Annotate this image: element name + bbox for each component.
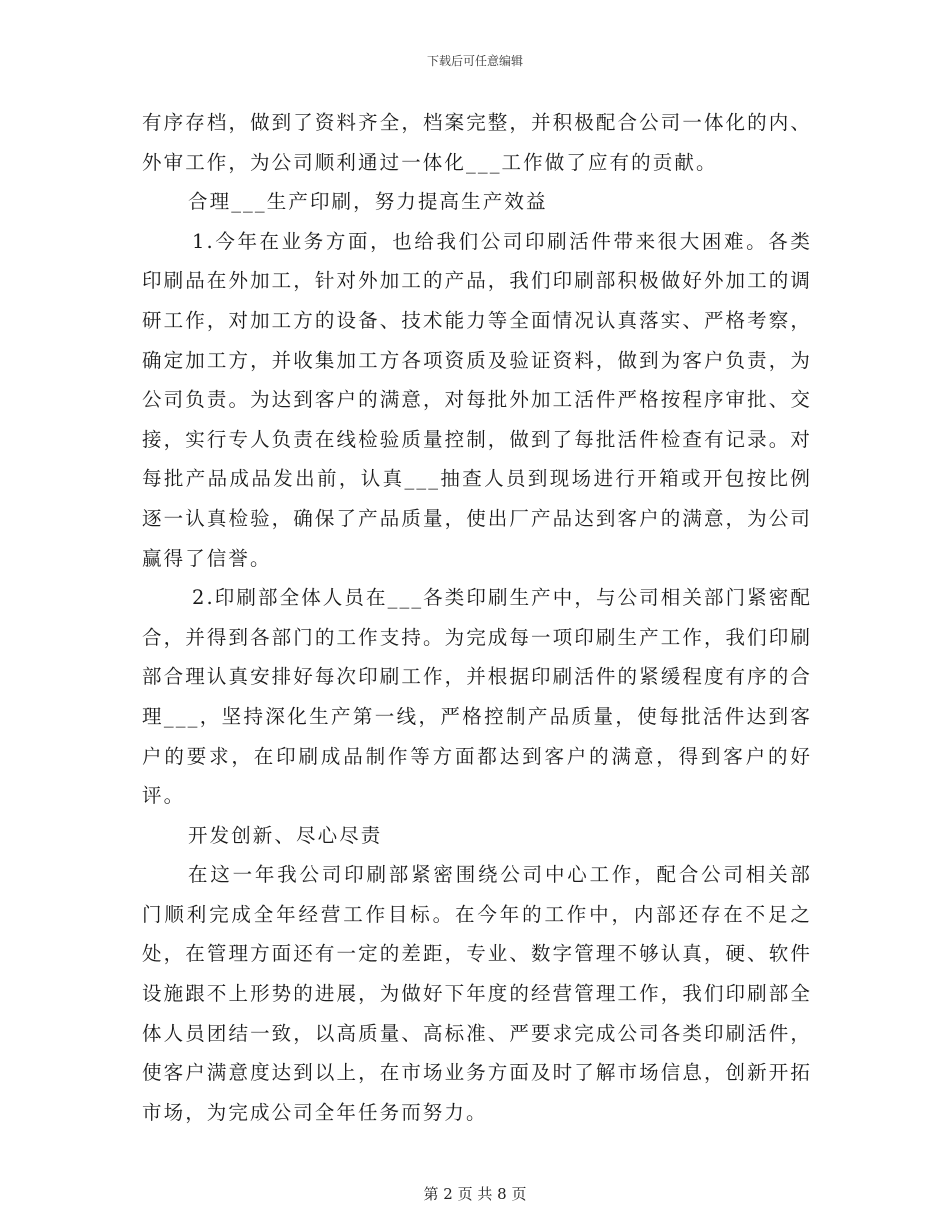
section-heading-innovation: 开发创新、尽心尽责 (188, 823, 383, 847)
paragraph-item-1: 1.今年在业务方面，也给我们公司印刷活件带来很大困难。各类印刷品在外加工，针对外加工的产品，我们印刷部积极做好外加工的调研工作，对加工方的设备、技术能力等全面情况认真落实、严格考察，确定加工方，并收集加工方各项资质及验证资料，做到为客户负责，为公司负责。为达到客户的满意，对每批外加工活件严格按程序审批、交接，实行专人负责在线检验质量控制，做到了每批活件检查有记录。对每批产品成品发出前，认真___抽查人员到现场进行开箱或开包按比例逐一认真检验，确保了产品质量，使出厂产品达到客户的满意，为公司赢得了信誉。 (142, 229, 812, 570)
paragraph-innovation: 在这一年我公司印刷部紧密围绕公司中心工作，配合公司相关部门顺利完成全年经营工作目标。在今年的工作中，内部还存在不足之处，在管理方面还有一定的差距，专业、数字管理不够认真，硬、软件设施跟不上形势的进展，为做好下年度的经营管理工作，我们印刷部全体人员团结一致，以高质量、高标准、严要求完成公司各类印刷活件，使客户满意度达到以上，在市场业务方面及时了解市场信息，创新开拓市场，为完成公司全年任务而努力。 (142, 863, 812, 1124)
paragraph-archive-continuation: 有序存档，做到了资料齐全，档案完整，并积极配合公司一体化的内、外审工作，为公司顺利通过一体化___工作做了应有的贡献。 (142, 111, 812, 174)
section-heading-production: 合理___生产印刷，努力提高生产效益 (188, 190, 548, 214)
paragraph-item-2: 2.印刷部全体人员在___各类印刷生产中，与公司相关部门紧密配合，并得到各部门的工作支持。为完成每一项印刷生产工作，我们印刷部合理认真安排好每次印刷工作，并根据印刷活件的紧缓程度有序的合理___，坚持深化生产第一线，严格控制产品质量，使每批活件达到客户的要求，在印刷成品制作等方面都达到客户的满意，得到客户的好评。 (142, 586, 812, 808)
page-number: 第 2 页 共 8 页 (423, 1185, 527, 1203)
document-body (142, 103, 812, 1132)
page-header: 下载后可任意编辑 (426, 54, 523, 68)
